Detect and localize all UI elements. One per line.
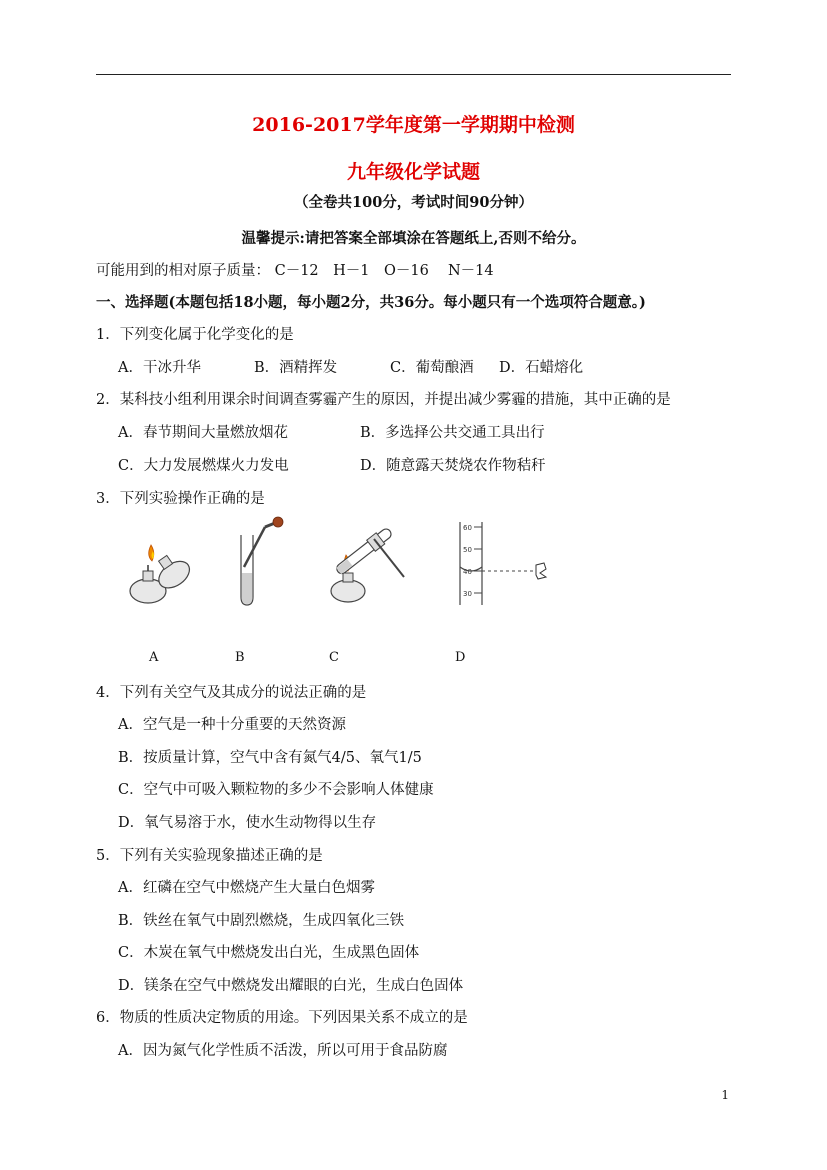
cylinder-tick: 50 — [463, 546, 472, 554]
figure-label: B — [235, 650, 245, 665]
cylinder-tick: 30 — [463, 590, 472, 598]
graduated-cylinder-figure — [440, 517, 560, 607]
option: A．空气是一种十分重要的天然资源 — [118, 717, 346, 733]
question-stem: 2．某科技小组利用课余时间调查雾霾产生的原因，并提出减少雾霾的措施，其中正确的是 — [96, 392, 671, 408]
option: A．干冰升华 — [118, 360, 201, 376]
option: B．铁丝在氧气中剧烈燃烧，生成四氧化三铁 — [118, 913, 405, 929]
question-stem: 6．物质的性质决定物质的用途。下列因果关系不成立的是 — [96, 1010, 468, 1026]
option: B．酒精挥发 — [254, 360, 338, 376]
alcohol-lamp-figure — [118, 535, 198, 610]
cylinder-tick: 40 — [463, 568, 472, 576]
option: A．因为氮气化学性质不活泼，所以可用于食品防腐 — [118, 1043, 448, 1059]
exam-subtitle: 九年级化学试题 — [346, 161, 480, 183]
heating-testtube-figure — [318, 525, 418, 610]
header-rule — [96, 74, 731, 75]
option: D．氧气易溶于水，使水生动物得以生存 — [118, 815, 377, 831]
question-stem: 5．下列有关实验现象描述正确的是 — [96, 848, 323, 864]
exam-title: 2016-2017学年度第一学期期中检测 — [252, 114, 575, 136]
option: D．石蜡熔化 — [499, 360, 584, 376]
option: D．随意露天焚烧农作物秸秆 — [360, 458, 546, 474]
figure-label: A — [149, 650, 159, 665]
option: C．大力发展燃煤火力发电 — [118, 458, 289, 474]
figure-label: D — [455, 650, 466, 665]
option: A．红磷在空气中燃烧产生大量白色烟雾 — [118, 880, 375, 896]
option: B．按质量计算，空气中含有氮气4/5、氧气1/5 — [118, 750, 422, 766]
question-stem: 3．下列实验操作正确的是 — [96, 491, 265, 507]
option: C．空气中可吸入颗粒物的多少不会影响人体健康 — [118, 782, 434, 798]
dropper-testtube-figure — [225, 515, 295, 610]
option: C．木炭在氧气中燃烧发出白光，生成黑色固体 — [118, 945, 420, 961]
figure-label: C — [329, 650, 339, 665]
exam-info: （全卷共100分，考试时间90分钟） — [294, 194, 533, 211]
atomic-mass-line: 可能用到的相对原子质量： C－12 H－1 O－16 N－14 — [96, 263, 494, 279]
option: B．多选择公共交通工具出行 — [360, 425, 545, 441]
option: C．葡萄酿酒 — [390, 360, 474, 376]
exam-notice: 温馨提示:请把答案全部填涂在答题纸上,否则不给分。 — [241, 230, 586, 247]
page-number: 1 — [721, 1088, 729, 1102]
section-heading: 一、选择题(本题包括18小题，每小题2分，共36分。每小题只有一个选项符合题意。) — [96, 294, 646, 311]
option: D．镁条在空气中燃烧发出耀眼的白光，生成白色固体 — [118, 978, 464, 994]
cylinder-tick: 60 — [463, 524, 472, 532]
question-stem: 1．下列变化属于化学变化的是 — [96, 327, 294, 343]
option: A．春节期间大量燃放烟花 — [118, 425, 288, 441]
question-stem: 4．下列有关空气及其成分的说法正确的是 — [96, 685, 367, 701]
